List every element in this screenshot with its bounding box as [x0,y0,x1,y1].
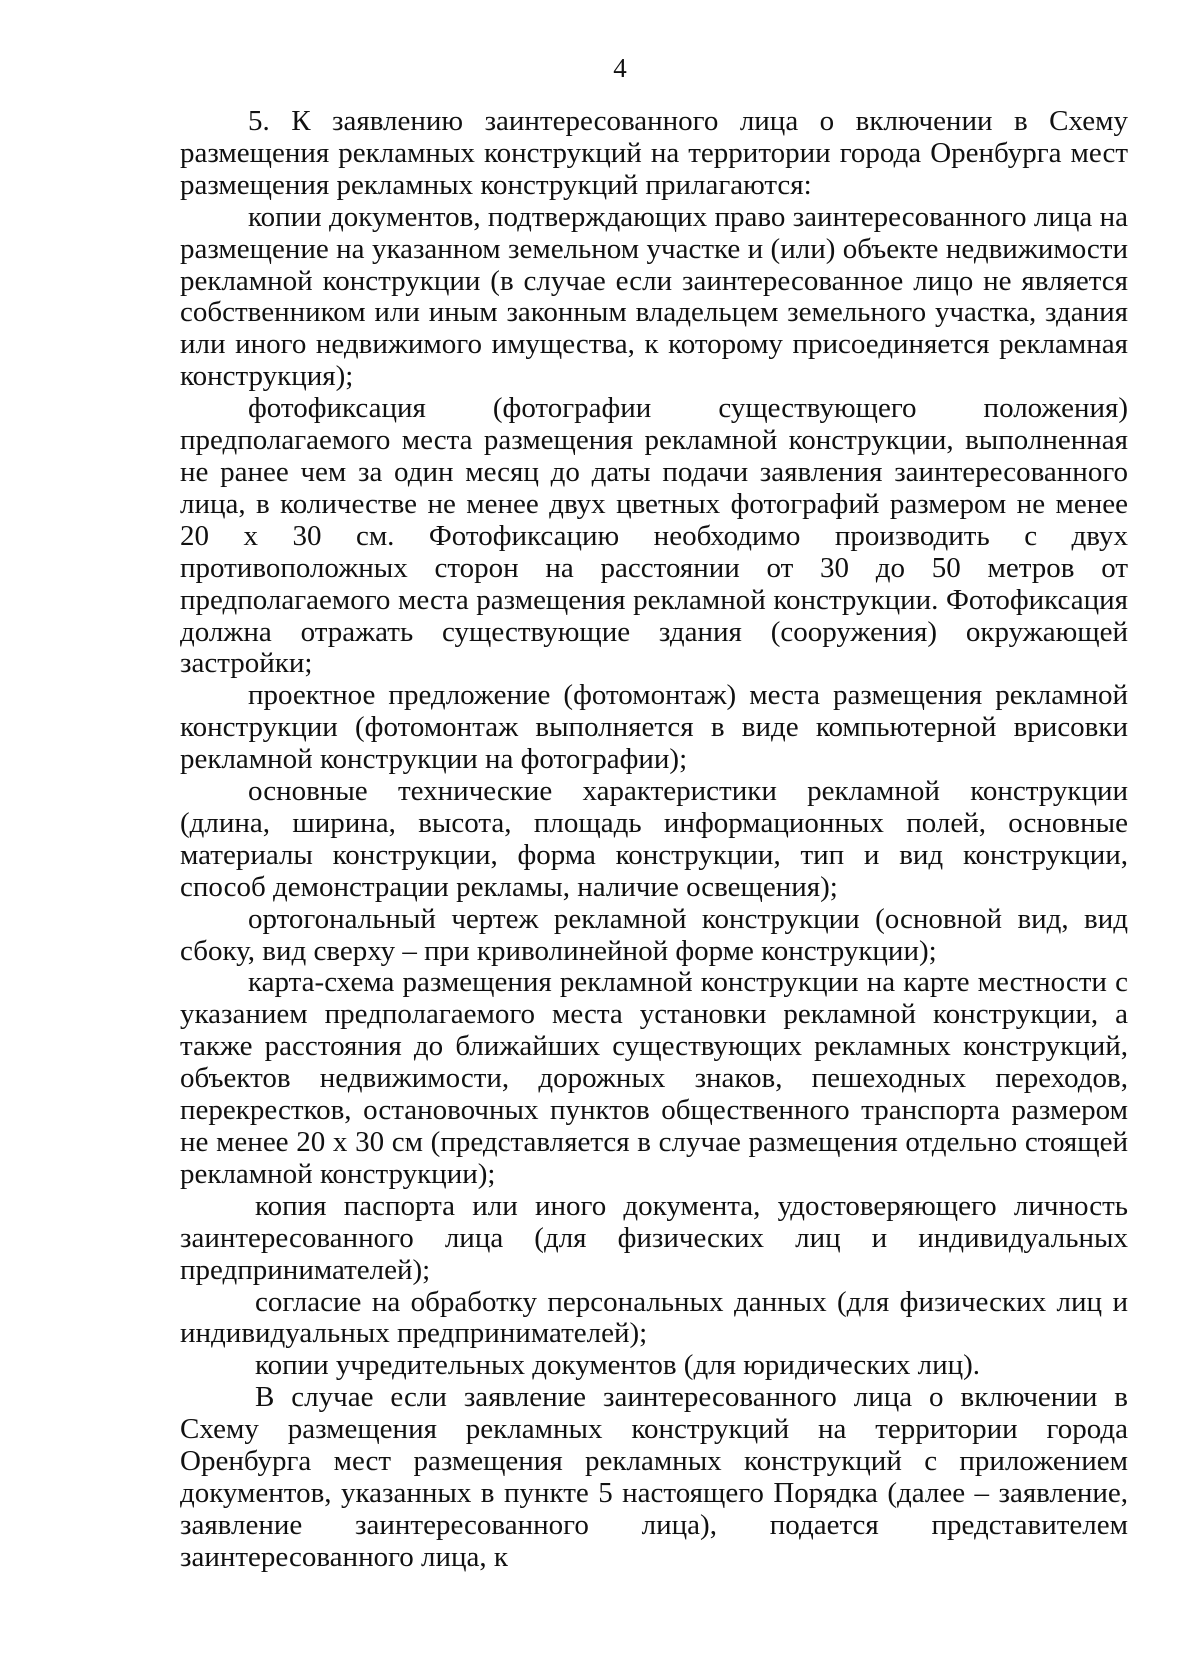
paragraph-photo-fixation: фотофиксация (фотографии существующего положения) предполагаемого места размещения рекламной конструкции, выполненная не ранее чем за один месяц до даты подачи заявления заинтересованного лица, в количестве не менее двух цветных фотографий размером не менее 20 x 30 см. Фотофиксацию необходимо производить с двух противоположных сторон на расстоянии от 30 до 50 метров от предполагаемого места размещения рекламной конструкции. Фотофиксация должна отражать существующие здания (сооружения) окружающей застройки; [180,392,1128,680]
paragraph-project-proposal: проектное предложение (фотомонтаж) места размещения рекламной конструкции (фотомонтаж выполняется в виде компьютерной врисовки рекламной конструкции на фотографии); [180,679,1128,776]
paragraph-ownership-documents: копии документов, подтверждающих право заинтересованного лица на размещение на указанном земельном участке и (или) объекте недвижимости рекламной конструкции (в случае если заинтересованное лицо не является собственником или иным законным владельцем земельного участка, здания или иного недвижимого имущества, к которому присоединяется рекламная конструкция); [180,200,1128,393]
page-number: 4 [613,53,627,83]
paragraph-representative-case: В случае если заявление заинтересованного лица о включении в Схему размещения рекламных конструкций на территории города Оренбурга мест размещения рекламных конструкций с приложением документов, указанных в пункте 5 настоящего Порядка (далее – заявление, заявление заинтересованного лица), подается представителем заинтересованного лица, к [180,1381,1128,1573]
paragraph-founding-documents: копии учредительных документов (для юридических лиц). [255,1349,981,1382]
paragraph-orthogonal-drawing: ортогональный чертеж рекламной конструкции (основной вид, вид сбоку, вид сверху – при криволинейной форме конструкции); [180,902,1128,967]
document-body [180,106,1128,1574]
paragraph-technical-characteristics: основные технические характеристики рекламной конструкции (длина, ширина, высота, площадь информационных полей, основные материалы конструкции, форма конструкции, тип и вид конструкции, способ демонстрации рекламы, наличие освещения); [180,775,1128,903]
paragraph-passport-copy: копия паспорта или иного документа, удостоверяющего личность заинтересованного лица (для физических лиц и индивидуальных предпринимателей); [180,1189,1128,1286]
paragraph-personal-data-consent: согласие на обработку персональных данных (для физических лиц и индивидуальных предпринимателей); [180,1285,1128,1350]
paragraph-map-scheme: карта-схема размещения рекламной конструкции на карте местности с указанием предполагаемого места установки рекламной конструкции, а также расстояния до ближайших существующих рекламных конструкций, объектов недвижимости, дорожных знаков, пешеходных переходов, перекрестков, остановочных пунктов общественного транспорта размером не менее 20 x 30 см (представляется в случае размещения отдельно стоящей рекламной конструкции); [180,966,1128,1190]
paragraph-item-5-intro: 5. К заявлению заинтересованного лица о включении в Схему размещения рекламных конструкций на территории города Оренбурга мест размещения рекламных конструкций прилагаются: [180,105,1128,201]
